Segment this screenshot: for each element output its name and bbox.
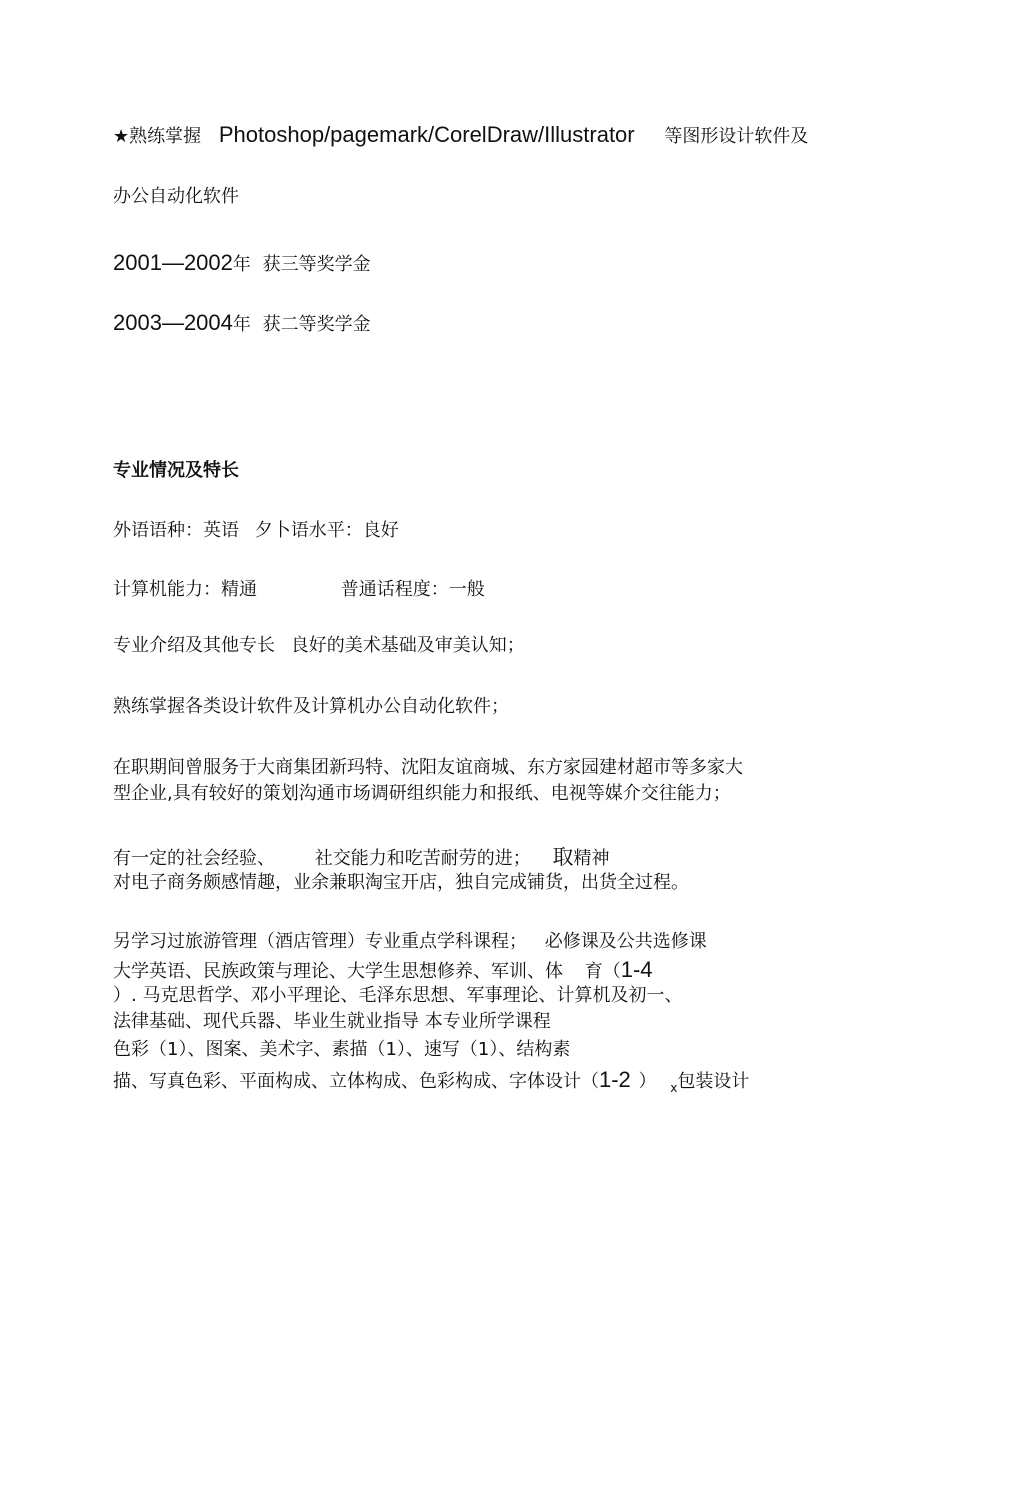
social-part-d: 精神 [573, 848, 610, 869]
language-line [113, 518, 399, 544]
courses-line-4: 法律基础、现代兵器、毕业生就业指导 本专业所学课程 [113, 1011, 551, 1032]
courses-line-2 [113, 957, 653, 985]
skills-prefix: ★熟练掌握 [113, 126, 202, 147]
courses-2c: 1-4 [620, 957, 653, 982]
experience-line-1: 在职期间曾服务于大商集团新玛特、沈阳友谊商城、东方家园建材超市等多家大 [113, 757, 743, 778]
experience-line-2: 型企业,具有较好的策划沟通市场调研组织能力和报纸、电视等媒介交往能力； [113, 783, 731, 804]
courses-line-1 [113, 929, 707, 955]
skills-line-1 [113, 122, 808, 150]
courses-1b: 必修课及公共选修课 [544, 931, 707, 952]
skills-line-2: 办公自动化软件 [113, 186, 239, 207]
social-part-a: 有一定的社会经验、 [113, 848, 275, 869]
courses-6e: 包装设计 [677, 1071, 750, 1092]
software-line: 熟练掌握各类设计软件及计算机办公自动化软件； [113, 696, 509, 717]
mandarin-level: 普通话程度：一般 [340, 579, 485, 600]
award-1-text: 获三等奖学金 [262, 254, 371, 275]
language-level: 夕卜语水平：良好 [254, 520, 399, 541]
courses-6c: ） [638, 1071, 657, 1092]
courses-line-5: 色彩（1）、图案、美术字、素描（1）、速写（1）、结构素 [113, 1039, 571, 1060]
social-line [113, 844, 609, 872]
computer-ability: 计算机能力：精通 [113, 579, 257, 600]
ecommerce-line: 对电子商务颇感情趣，业余兼职淘宝开店，独自完成铺货，出货全过程。 [113, 872, 689, 893]
award-2 [113, 310, 371, 338]
intro-line [113, 633, 525, 659]
award-2-years: 2003—2004 [113, 310, 233, 335]
award-1-unit: 年 [232, 254, 251, 275]
courses-2a: 大学英语、民族政策与理论、大学生思想修养、军训、体 [113, 961, 563, 982]
award-1 [113, 250, 371, 278]
courses-6d: x [670, 1081, 678, 1095]
intro-label: 专业介绍及其他专长 [113, 635, 275, 656]
courses-2b: 育（ [584, 961, 621, 982]
social-part-b: 社交能力和吃苦耐劳的进； [314, 848, 531, 869]
award-2-text: 获二等奖学金 [262, 314, 371, 335]
intro-text: 良好的美术基础及审美认知； [290, 635, 525, 656]
courses-line-3: ）. 马克思哲学、邓小平理论、毛泽东思想、军事理论、计算机及初一、 [113, 985, 683, 1006]
courses-1a: 另学习过旅游管理（酒店管理）专业重点学科课程； [113, 931, 527, 952]
award-1-years: 2001—2002 [113, 250, 233, 275]
skills-suffix: 等图形设计软件及 [664, 126, 809, 147]
courses-6a: 描、写真色彩、平面构成、立体构成、色彩构成、字体设计（ [113, 1071, 599, 1092]
award-2-unit: 年 [232, 314, 251, 335]
courses-line-6 [113, 1067, 749, 1096]
language-type: 外语语种：英语 [113, 520, 239, 541]
software-list: Photoshop/pagemark/CorelDraw/Illustrator [218, 122, 635, 147]
social-part-c: 取 [552, 845, 574, 869]
courses-6b: 1-2 [599, 1067, 631, 1092]
ability-line [113, 577, 485, 603]
section-heading: 专业情况及特长 [113, 460, 239, 481]
